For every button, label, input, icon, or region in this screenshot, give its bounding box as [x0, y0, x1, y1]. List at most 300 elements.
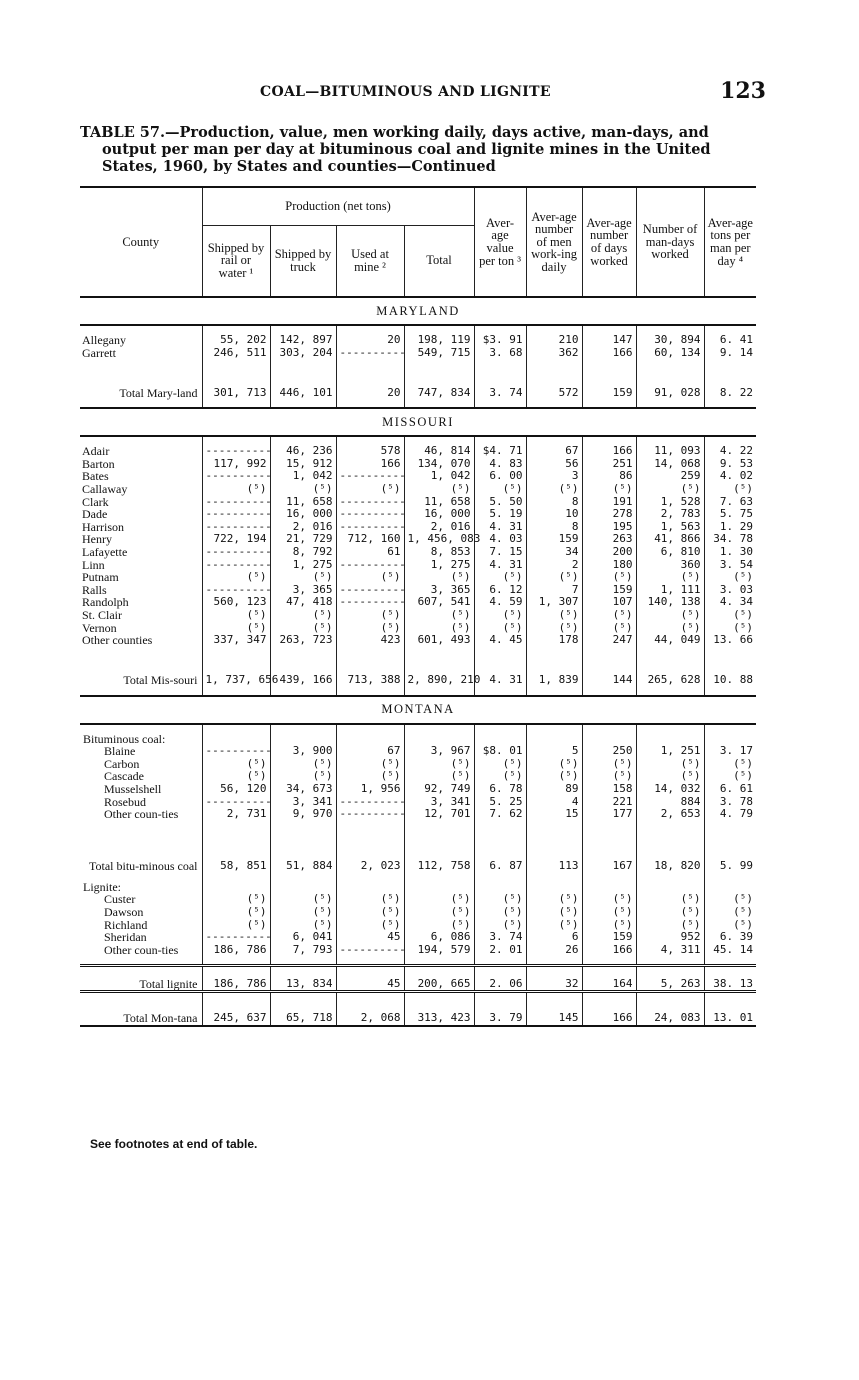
county-cell: Putnam	[82, 570, 119, 585]
men-cell: 1, 839	[526, 655, 582, 687]
days-cell: (⁵)	[582, 758, 636, 771]
total-cell: 3, 365	[404, 584, 474, 597]
days-cell: 247	[582, 634, 636, 647]
tpm-cell: 6. 41	[704, 334, 756, 347]
rail-cell: (⁵)	[202, 758, 270, 771]
mandays-cell: 140, 138	[636, 596, 704, 609]
table-row	[80, 470, 756, 483]
used-cell: (⁵)	[336, 893, 404, 906]
total-cell: 92, 749	[404, 783, 474, 796]
tpm-cell: 3. 78	[704, 796, 756, 809]
men-cell: (⁵)	[526, 906, 582, 919]
total-row	[80, 367, 756, 399]
county-cell: Dawson	[104, 905, 144, 920]
mandays-cell: 1, 563	[636, 521, 704, 534]
total-cell: 46, 814	[404, 445, 474, 458]
used-cell: 2, 068	[336, 992, 404, 1026]
men-cell: 56	[526, 458, 582, 471]
mandays-cell: 1, 111	[636, 584, 704, 597]
total-cell: 134, 070	[404, 458, 474, 471]
days-cell: 167	[582, 829, 636, 873]
caption-line-1: TABLE 57.—Production, value, men working daily, days active, man-days, and	[80, 124, 709, 141]
value-cell: 6. 78	[474, 783, 526, 796]
group-label: Bituminous coal:	[83, 731, 166, 746]
caption-line-3: States, 1960, by States and counties—Continued	[102, 158, 496, 175]
tpm-cell: (⁵)	[704, 906, 756, 919]
rail-cell: 2, 731	[202, 808, 270, 821]
table-row	[80, 944, 756, 957]
total-cell: (⁵)	[404, 571, 474, 584]
table-row	[80, 533, 756, 546]
mandays-cell: 5, 263	[636, 966, 704, 992]
section-heading-row	[80, 297, 756, 325]
days-cell: 159	[582, 367, 636, 399]
mandays-cell: 91, 028	[636, 367, 704, 399]
table-row	[80, 919, 756, 932]
tpm-cell: (⁵)	[704, 919, 756, 932]
table-row	[80, 745, 756, 758]
days-cell: 221	[582, 796, 636, 809]
spacer-row	[80, 359, 756, 367]
mandays-cell: (⁵)	[636, 758, 704, 771]
county-cell: Carbon	[104, 756, 140, 771]
used-cell: (⁵)	[336, 919, 404, 932]
tpm-cell: 34. 78	[704, 533, 756, 546]
value-cell: 4. 83	[474, 458, 526, 471]
tpm-cell: 8. 22	[704, 367, 756, 399]
county-cell: Ralls	[82, 582, 107, 597]
tpm-cell: 9. 14	[704, 347, 756, 360]
rail-cell: ----------	[202, 445, 270, 458]
table-row	[80, 808, 756, 821]
total-cell: (⁵)	[404, 770, 474, 783]
table-row	[80, 893, 756, 906]
total-row	[80, 966, 756, 992]
table-row	[80, 796, 756, 809]
value-cell: (⁵)	[474, 622, 526, 635]
section-heading-row	[80, 408, 756, 436]
col-header-men: Aver-age number of men work-ing daily	[526, 187, 582, 297]
spacer-row	[80, 821, 756, 829]
tpm-cell: 4. 22	[704, 445, 756, 458]
tpm-cell: (⁵)	[704, 758, 756, 771]
truck-cell: 7, 793	[270, 944, 336, 957]
total-cell: (⁵)	[404, 758, 474, 771]
total-cell: 607, 541	[404, 596, 474, 609]
total-cell: 12, 701	[404, 808, 474, 821]
days-cell: 180	[582, 559, 636, 572]
total-cell: 8, 853	[404, 546, 474, 559]
total-cell: (⁵)	[404, 893, 474, 906]
men-cell: (⁵)	[526, 622, 582, 635]
used-cell: ----------	[336, 596, 404, 609]
total-cell: 198, 119	[404, 334, 474, 347]
rail-cell: 58, 851	[202, 829, 270, 873]
rail-cell: (⁵)	[202, 770, 270, 783]
county-cell: Total bitu-minous coal	[89, 859, 198, 874]
county-cell: Garrett	[82, 345, 116, 360]
total-cell: 3, 341	[404, 796, 474, 809]
mandays-cell: 259	[636, 470, 704, 483]
mandays-cell: (⁵)	[636, 919, 704, 932]
days-cell: 159	[582, 584, 636, 597]
men-cell: 113	[526, 829, 582, 873]
tpm-cell: 10. 88	[704, 655, 756, 687]
days-cell: (⁵)	[582, 571, 636, 584]
tpm-cell: 5. 99	[704, 829, 756, 873]
men-cell: (⁵)	[526, 758, 582, 771]
col-header-truck: Shipped by truck	[270, 225, 336, 297]
county-cell: Total Mon-tana	[123, 1011, 198, 1026]
value-cell: $3. 91	[474, 334, 526, 347]
used-cell: (⁵)	[336, 770, 404, 783]
men-cell: 210	[526, 334, 582, 347]
truck-cell: 303, 204	[270, 347, 336, 360]
mandays-cell: 360	[636, 559, 704, 572]
col-header-total: Total	[404, 225, 474, 297]
truck-cell: 16, 000	[270, 508, 336, 521]
men-cell: (⁵)	[526, 893, 582, 906]
value-cell: (⁵)	[474, 483, 526, 496]
total-cell: (⁵)	[404, 906, 474, 919]
group-label-row	[80, 881, 756, 894]
used-cell: ----------	[336, 496, 404, 509]
men-cell: 2	[526, 559, 582, 572]
truck-cell: 9, 970	[270, 808, 336, 821]
spacer-row	[80, 724, 756, 733]
spacer-row	[80, 956, 756, 966]
rail-cell: 1, 737, 656	[202, 655, 270, 687]
rail-cell: ----------	[202, 470, 270, 483]
days-cell: 158	[582, 783, 636, 796]
county-cell: Callaway	[82, 481, 128, 496]
men-cell: (⁵)	[526, 609, 582, 622]
truck-cell: 263, 723	[270, 634, 336, 647]
running-title: COAL—BITUMINOUS AND LIGNITE	[260, 84, 551, 100]
days-cell: 191	[582, 496, 636, 509]
value-cell: $8. 01	[474, 745, 526, 758]
used-cell: ----------	[336, 944, 404, 957]
days-cell: 263	[582, 533, 636, 546]
mandays-cell: (⁵)	[636, 609, 704, 622]
used-cell: ----------	[336, 796, 404, 809]
rail-cell: (⁵)	[202, 483, 270, 496]
used-cell: (⁵)	[336, 609, 404, 622]
county-cell: Lafayette	[82, 544, 128, 559]
value-cell: (⁵)	[474, 893, 526, 906]
used-cell: ----------	[336, 508, 404, 521]
truck-cell: 3, 341	[270, 796, 336, 809]
rail-cell: ----------	[202, 931, 270, 944]
used-cell: 423	[336, 634, 404, 647]
rail-cell: 55, 202	[202, 334, 270, 347]
men-cell: 6	[526, 931, 582, 944]
used-cell: (⁵)	[336, 906, 404, 919]
value-cell: 4. 03	[474, 533, 526, 546]
men-cell: 7	[526, 584, 582, 597]
days-cell: (⁵)	[582, 893, 636, 906]
mandays-cell: 24, 083	[636, 992, 704, 1026]
total-cell: 112, 758	[404, 829, 474, 873]
tpm-cell: 4. 79	[704, 808, 756, 821]
tpm-cell: 13. 01	[704, 992, 756, 1026]
tpm-cell: (⁵)	[704, 609, 756, 622]
men-cell: 8	[526, 496, 582, 509]
rail-cell: 246, 511	[202, 347, 270, 360]
truck-cell: (⁵)	[270, 609, 336, 622]
col-header-used: Used at mine ²	[336, 225, 404, 297]
rail-cell: ----------	[202, 559, 270, 572]
total-cell: 11, 658	[404, 496, 474, 509]
rail-cell: 337, 347	[202, 634, 270, 647]
rail-cell: ----------	[202, 508, 270, 521]
county-cell: Barton	[82, 456, 115, 471]
col-header-rail: Shipped by rail or water ¹	[202, 225, 270, 297]
used-cell: ----------	[336, 808, 404, 821]
county-cell: Blaine	[104, 744, 136, 759]
value-cell: 6. 00	[474, 470, 526, 483]
col-header-mandays: Number of man-days worked	[636, 187, 704, 297]
used-cell: 712, 160	[336, 533, 404, 546]
value-cell: 3. 74	[474, 931, 526, 944]
days-cell: 86	[582, 470, 636, 483]
mandays-cell: 884	[636, 796, 704, 809]
mandays-cell: 41, 866	[636, 533, 704, 546]
total-cell: 601, 493	[404, 634, 474, 647]
truck-cell: 439, 166	[270, 655, 336, 687]
truck-cell: 3, 900	[270, 745, 336, 758]
truck-cell: 2, 016	[270, 521, 336, 534]
truck-cell: (⁵)	[270, 571, 336, 584]
men-cell: 572	[526, 367, 582, 399]
table-row	[80, 508, 756, 521]
used-cell: 61	[336, 546, 404, 559]
days-cell: (⁵)	[582, 919, 636, 932]
total-row	[80, 655, 756, 687]
table-row	[80, 783, 756, 796]
days-cell: 166	[582, 347, 636, 360]
rail-cell: (⁵)	[202, 919, 270, 932]
tpm-cell: 3. 17	[704, 745, 756, 758]
total-cell: 549, 715	[404, 347, 474, 360]
value-cell: 3. 79	[474, 992, 526, 1026]
county-cell: Adair	[82, 444, 110, 459]
mandays-cell: 18, 820	[636, 829, 704, 873]
table-row	[80, 906, 756, 919]
men-cell: 89	[526, 783, 582, 796]
table-row	[80, 571, 756, 584]
truck-cell: 1, 275	[270, 559, 336, 572]
rail-cell: 560, 123	[202, 596, 270, 609]
truck-cell: 51, 884	[270, 829, 336, 873]
rail-cell: (⁵)	[202, 622, 270, 635]
men-cell: 10	[526, 508, 582, 521]
value-cell: 6. 12	[474, 584, 526, 597]
county-cell: Richland	[104, 917, 148, 932]
truck-cell: (⁵)	[270, 893, 336, 906]
spacer-row	[80, 687, 756, 696]
days-cell: 251	[582, 458, 636, 471]
county-cell: Dade	[82, 507, 108, 522]
group-label-row	[80, 733, 756, 746]
mandays-cell: 1, 251	[636, 745, 704, 758]
tpm-cell: (⁵)	[704, 893, 756, 906]
used-cell: 45	[336, 931, 404, 944]
men-cell: 67	[526, 445, 582, 458]
days-cell: 278	[582, 508, 636, 521]
men-cell: 178	[526, 634, 582, 647]
value-cell: 5. 25	[474, 796, 526, 809]
mandays-cell: 4, 311	[636, 944, 704, 957]
truck-cell: (⁵)	[270, 483, 336, 496]
total-cell: 747, 834	[404, 367, 474, 399]
value-cell: 3. 68	[474, 347, 526, 360]
truck-cell: 34, 673	[270, 783, 336, 796]
value-cell: (⁵)	[474, 758, 526, 771]
used-cell: 713, 388	[336, 655, 404, 687]
days-cell: 107	[582, 596, 636, 609]
days-cell: 159	[582, 931, 636, 944]
tpm-cell: 4. 34	[704, 596, 756, 609]
value-cell: 4. 31	[474, 559, 526, 572]
mandays-cell: 1, 528	[636, 496, 704, 509]
men-cell: (⁵)	[526, 770, 582, 783]
total-cell: 2, 016	[404, 521, 474, 534]
value-cell: (⁵)	[474, 609, 526, 622]
county-cell: Henry	[82, 532, 112, 547]
tpm-cell: (⁵)	[704, 622, 756, 635]
running-header	[80, 78, 766, 108]
value-cell: 4. 31	[474, 521, 526, 534]
used-cell: 166	[336, 458, 404, 471]
value-cell: 5. 50	[474, 496, 526, 509]
page-number: 123	[720, 78, 766, 104]
total-cell: 313, 423	[404, 992, 474, 1026]
truck-cell: 3, 365	[270, 584, 336, 597]
men-cell: (⁵)	[526, 483, 582, 496]
total-cell: (⁵)	[404, 483, 474, 496]
value-cell: 7. 15	[474, 546, 526, 559]
total-cell: 3, 967	[404, 745, 474, 758]
tpm-cell: 1. 30	[704, 546, 756, 559]
table-row	[80, 334, 756, 347]
total-cell: 2, 890, 210	[404, 655, 474, 687]
truck-cell: (⁵)	[270, 906, 336, 919]
tpm-cell: 7. 63	[704, 496, 756, 509]
rail-cell: ----------	[202, 521, 270, 534]
tpm-cell: 9. 53	[704, 458, 756, 471]
tpm-cell: 13. 66	[704, 634, 756, 647]
total-cell: (⁵)	[404, 622, 474, 635]
men-cell: 1, 307	[526, 596, 582, 609]
men-cell: 34	[526, 546, 582, 559]
rail-cell: 56, 120	[202, 783, 270, 796]
total-cell: 1, 275	[404, 559, 474, 572]
men-cell: 3	[526, 470, 582, 483]
value-cell: 7. 62	[474, 808, 526, 821]
men-cell: (⁵)	[526, 919, 582, 932]
tpm-cell: (⁵)	[704, 770, 756, 783]
tpm-cell: 3. 54	[704, 559, 756, 572]
value-cell: 2. 01	[474, 944, 526, 957]
tpm-cell: 45. 14	[704, 944, 756, 957]
truck-cell: 46, 236	[270, 445, 336, 458]
total-cell: 1, 456, 083	[404, 533, 474, 546]
spacer-row	[80, 399, 756, 408]
col-header-value: Aver-age value per ton ³	[474, 187, 526, 297]
total-cell: 200, 665	[404, 966, 474, 992]
truck-cell: (⁵)	[270, 758, 336, 771]
county-cell: Total Mis-souri	[123, 673, 198, 688]
county-cell: Rosebud	[104, 794, 146, 809]
table-row	[80, 347, 756, 360]
county-cell: Allegany	[82, 333, 126, 347]
total-row	[80, 829, 756, 873]
value-cell: 3. 74	[474, 367, 526, 399]
used-cell: ----------	[336, 521, 404, 534]
county-cell: Other counties	[82, 633, 153, 648]
rail-cell: ----------	[202, 496, 270, 509]
days-cell: 166	[582, 445, 636, 458]
days-cell: 195	[582, 521, 636, 534]
county-cell: Other coun-ties	[104, 942, 179, 957]
mandays-cell: 2, 783	[636, 508, 704, 521]
value-cell: 4. 31	[474, 655, 526, 687]
value-cell: 4. 59	[474, 596, 526, 609]
rail-cell: 722, 194	[202, 533, 270, 546]
table-row	[80, 931, 756, 944]
tpm-cell: 1. 29	[704, 521, 756, 534]
tpm-cell: 6. 39	[704, 931, 756, 944]
mandays-cell: 265, 628	[636, 655, 704, 687]
county-cell: Total Mary-land	[119, 385, 198, 400]
used-cell: 20	[336, 334, 404, 347]
data-table	[80, 186, 756, 1027]
table-row	[80, 546, 756, 559]
section-heading: MONTANA	[381, 702, 455, 717]
table-row	[80, 496, 756, 509]
truck-cell: 446, 101	[270, 367, 336, 399]
used-cell: (⁵)	[336, 483, 404, 496]
used-cell: ----------	[336, 559, 404, 572]
value-cell: 2. 06	[474, 966, 526, 992]
days-cell: 250	[582, 745, 636, 758]
table-caption	[80, 124, 766, 175]
days-cell: (⁵)	[582, 609, 636, 622]
truck-cell: 8, 792	[270, 546, 336, 559]
rail-cell: (⁵)	[202, 893, 270, 906]
truck-cell: 1, 042	[270, 470, 336, 483]
table-row	[80, 458, 756, 471]
mandays-cell: 60, 134	[636, 347, 704, 360]
total-row	[80, 992, 756, 1026]
mandays-cell: 11, 093	[636, 445, 704, 458]
total-cell: (⁵)	[404, 609, 474, 622]
men-cell: 4	[526, 796, 582, 809]
value-cell: (⁵)	[474, 906, 526, 919]
value-cell: (⁵)	[474, 770, 526, 783]
county-cell: Musselshell	[104, 782, 162, 797]
rail-cell: (⁵)	[202, 906, 270, 919]
county-cell: Custer	[104, 892, 136, 907]
truck-cell: 15, 912	[270, 458, 336, 471]
used-cell: 67	[336, 745, 404, 758]
county-cell: Randolph	[82, 595, 129, 610]
table-body	[80, 297, 756, 1026]
men-cell: 8	[526, 521, 582, 534]
days-cell: (⁵)	[582, 622, 636, 635]
men-cell: 15	[526, 808, 582, 821]
